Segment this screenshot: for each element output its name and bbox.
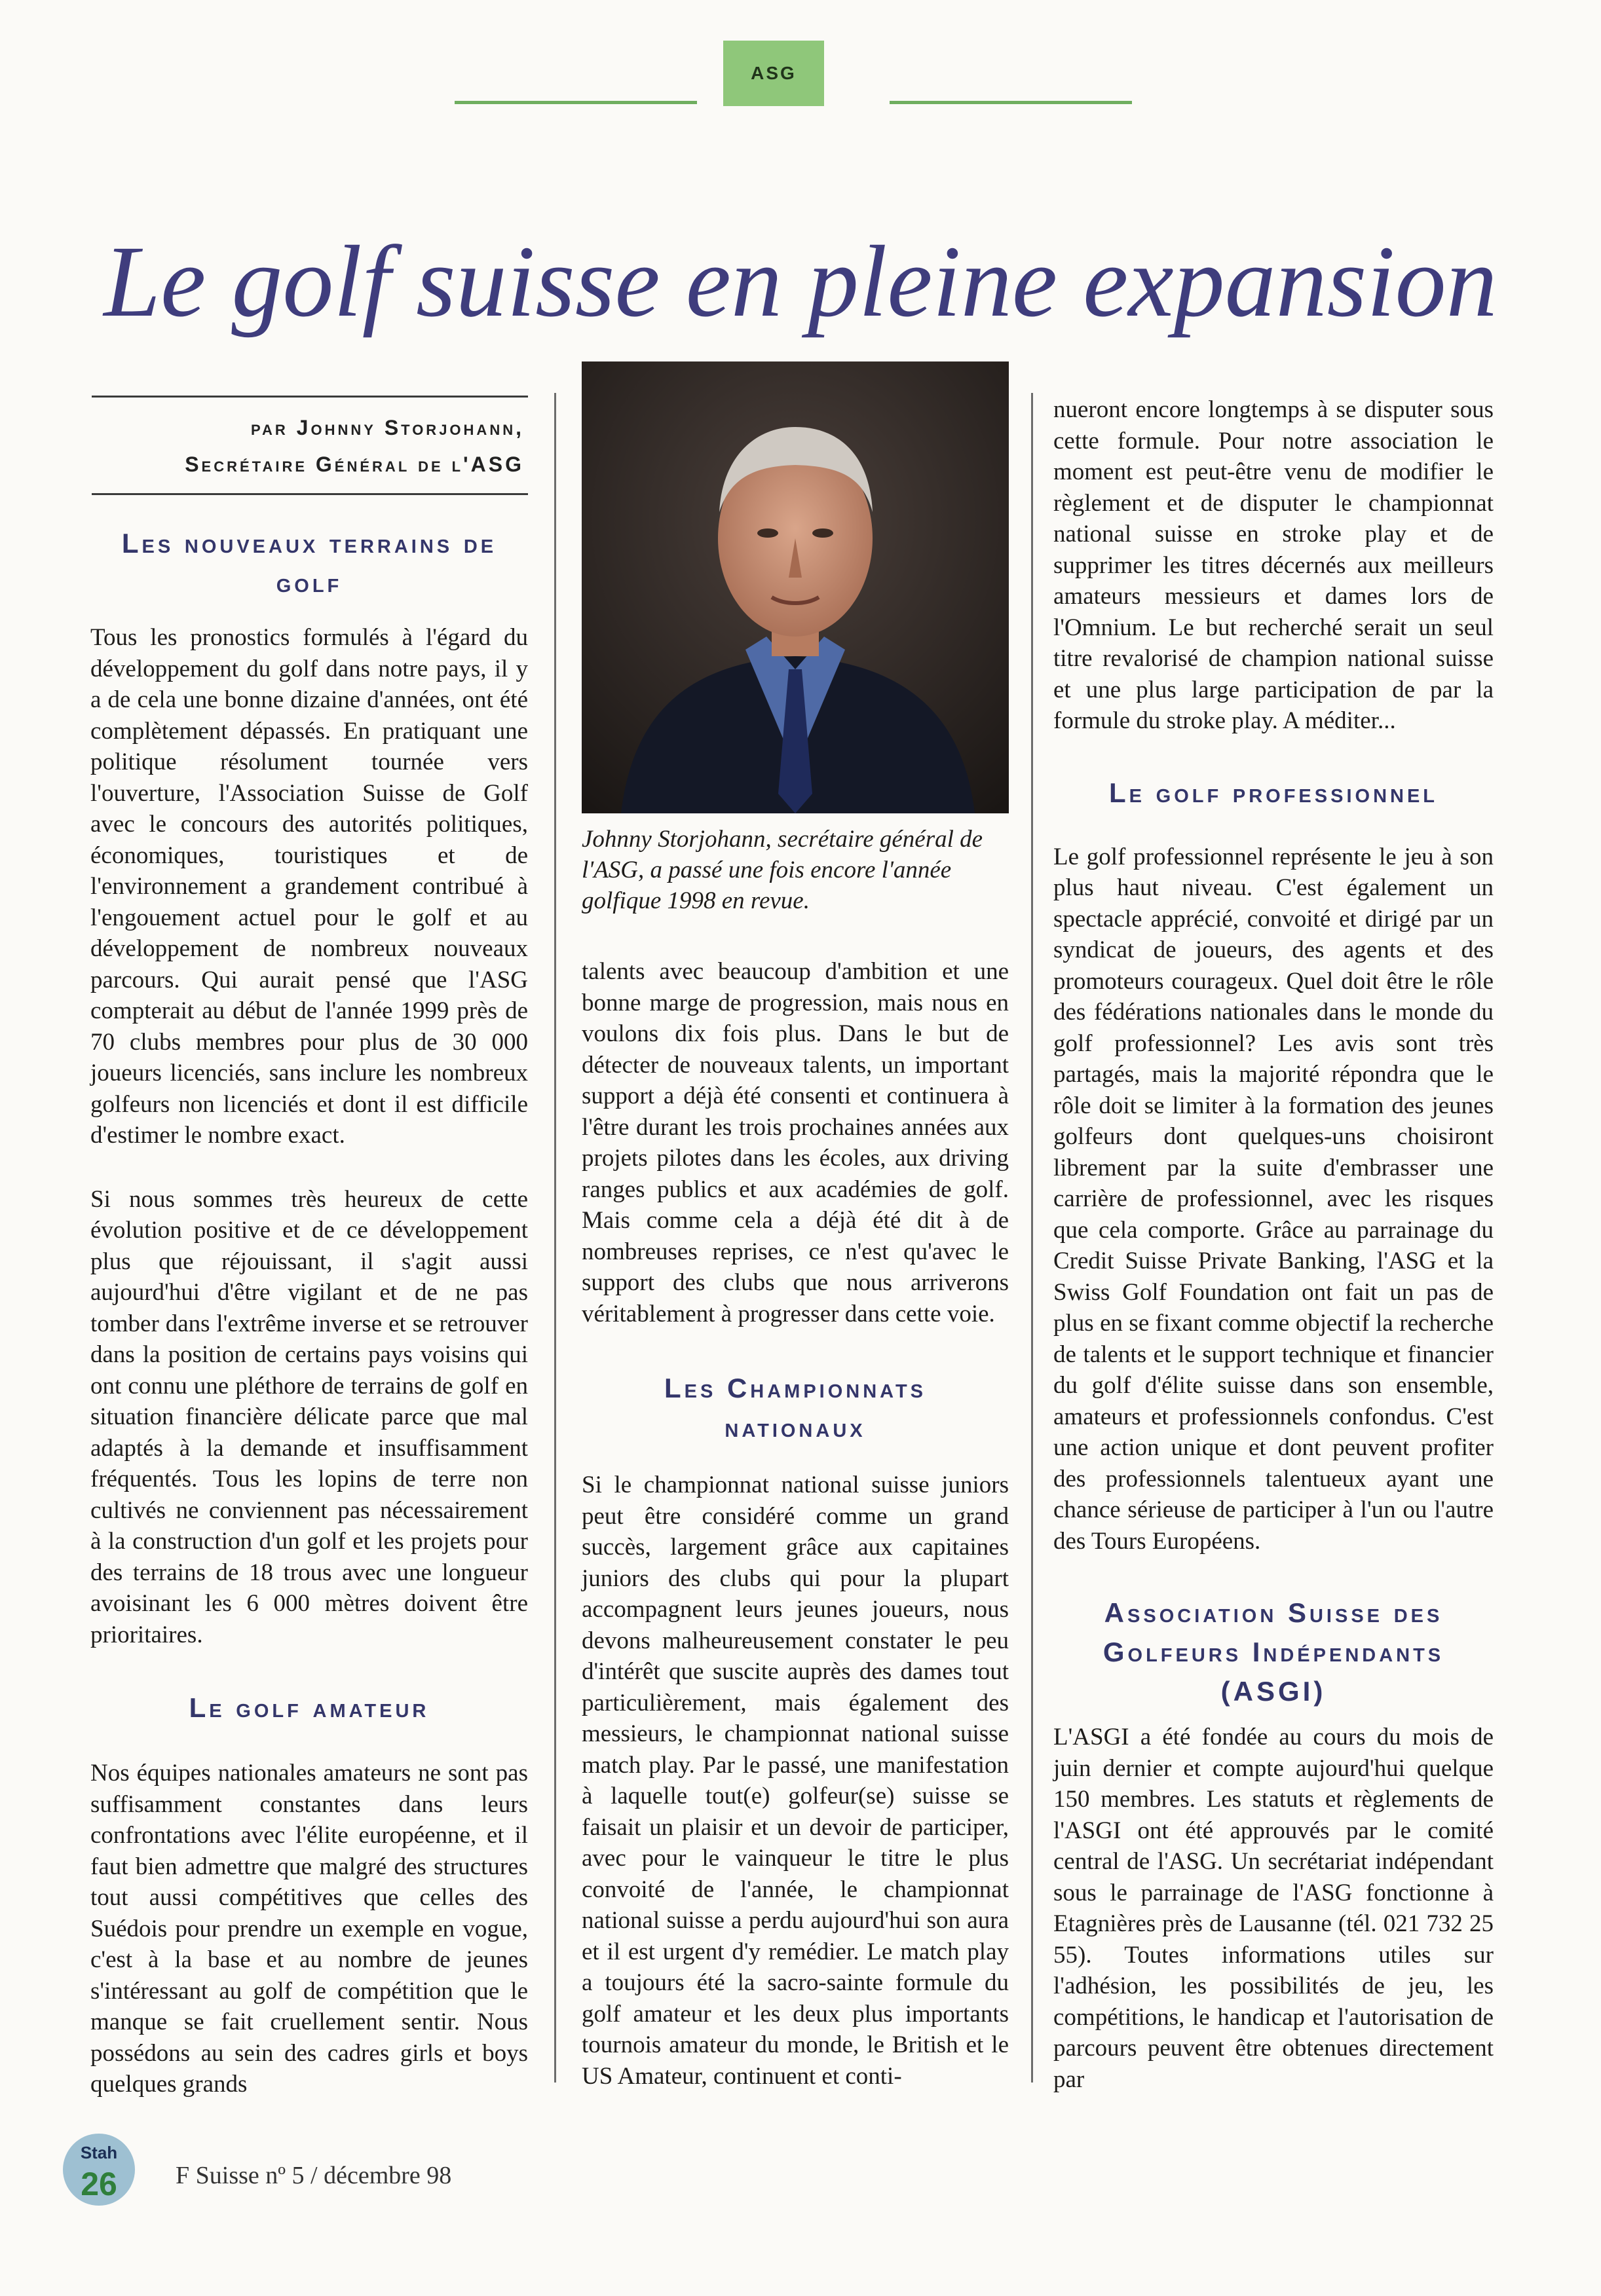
photo-caption: Johnny Storjohann, secrétaire général de l'ASG, a passé une fois encore l'année golfique 1998 en revue. xyxy=(582,826,983,914)
paragraph-vigilance: Si nous sommes très heureux de cette évolution positive et de ce développement plus que réjouissant, il s'agit aussi aujourd'hui d'être vigilant et de ne pas tomber dans l'extrême inverse et se retrouver dans la position de certains pays voisins qui ont connu une pléthore de terrains de golf en situation financière délicate parce que mal adaptés à la demande et insuffisamment fréquentés. Tous les lopins de terre non cultivés ne conviennent pas nécessairement à la construction d'un golf et les projets pour des terrains de 18 trous avec une longueur avoisinant les 6 000 mètres doivent être prioritaires. xyxy=(90,1185,528,1648)
article-title: Le golf suisse en pleine expansion xyxy=(104,225,1497,338)
magazine-logo xyxy=(63,2134,135,2206)
header-rule-left xyxy=(455,101,697,104)
logo-brand: Stah xyxy=(80,2143,118,2162)
heading-asgi: Association Suisse des Golfeurs Indépendants (ASGI) xyxy=(1102,1597,1444,1707)
byline-author: par Johnny Storjohann, xyxy=(250,416,524,439)
column-2 xyxy=(582,956,1009,2092)
column-1 xyxy=(90,524,528,2100)
column-rule-2 xyxy=(1031,393,1033,2083)
byline xyxy=(92,396,528,495)
paragraph-talents: talents avec beaucoup d'ambition et une bonne marge de progression, mais nous en voulons dix fois plus. Dans le but de détecter de nouveaux talents, un important support a déjà été consenti et continuera à l'être durant les trois prochaines années aux projets pilotes dans les écoles, aux driving ranges publics et aux académies de golf. Mais comme cela a déjà été dit à de nombreuses reprises, ce n'est qu'avec le support des clubs que nous arriverons véritablement à progresser dans cette voie. xyxy=(582,958,1009,1327)
paragraph-stroke-play: nueront encore longtemps à se disputer sous cette formule. Pour notre association le moment est peut-être venu de modifier le règlement et de disputer le championnat national suisse en stroke play et de supprimer les titres décernés aux meilleurs amateurs messieurs et dames lors de l'Omnium. Le but recherché serait un seul titre revalorisé de champion national suisse et une plus large participation de par la formule du stroke play. A méditer... xyxy=(1053,396,1494,734)
heading-golf-amateur: Le golf amateur xyxy=(189,1692,430,1723)
heading-championnats: Les Championnats nationaux xyxy=(664,1373,927,1443)
column-rule-1 xyxy=(554,393,556,2083)
paragraph-asgi: L'ASGI a été fondée au cours du mois de juin dernier et compte aujourd'hui quelque 150 membres. Les statuts et règlements de l'ASGI ont été approuvés par le comité central de l'ASG. Un secrétariat indépendant sous le parrainage de l'ASG fonctionne à Etagnières près de Lausanne (tél. 021 732 25 55). Toutes informations utiles sur l'adhésion, les possibilités de jeu, les compétitions, le handicap et l'autorisation de parcours peuvent être obtenues directement par xyxy=(1053,1724,1494,2093)
paragraph-championnats: Si le championnat national suisse juniors peut être considéré comme un grand succès, largement grâce aux capitaines juniors des clubs qui pour la plupart accompagnent leurs jeunes joueurs, nous devons malheureusement constater le peu d'intérêt que suscite auprès des dames tout particulièrement, mais également des messieurs, le championnat national suisse match play. Par le passé, une manifestation à laquelle tout(e) golfeur(se) suisse se faisait un plaisir et un devoir de participer, avec pour le vainqueur le titre le plus convoité de l'année, le championnat national suisse a perdu aujourd'hui son aura et il est urgent d'y remédier. Le match play a toujours été la sacro-sainte formule du golf amateur et les deux plus importants tournois amateur du monde, le British et le US Amateur, continuent et conti- xyxy=(582,1472,1009,2090)
paragraph-golf-amateur: Nos équipes nationales amateurs ne sont pas suffisamment constantes dans leurs confrontations avec l'élite européenne, et il faut bien admettre que malgré des structures tout aussi compétitives que celles des Suédois pour prendre un exemple en vogue, c'est à la base et au nombre de jeunes s'intéressant au golf de compétition que le manque se fait cruellement sentir. Nous possédons au sein des cadres girls et boys quelques grands xyxy=(90,1760,528,2098)
issue-footer: F Suisse nº 5 / décembre 98 xyxy=(176,2162,452,2189)
column-3 xyxy=(1053,394,1494,2095)
page-number: 26 xyxy=(81,2166,117,2202)
portrait-illustration xyxy=(582,361,1009,813)
byline-role: Secrétaire Général de l'ASG xyxy=(185,453,524,476)
header-rule-right xyxy=(890,101,1132,104)
section-tag: ASG xyxy=(723,41,824,106)
portrait-photo xyxy=(582,361,1009,813)
heading-nouveaux-terrains: Les nouveaux terrains de golf xyxy=(121,528,497,598)
heading-golf-professionnel: Le golf professionnel xyxy=(1108,777,1439,808)
paragraph-nouveaux-terrains: Tous les pronostics formulés à l'égard du développement du golf dans notre pays, il y a de cela une bonne dizaine d'années, ont été complètement dépassés. En pratiquant une politique résolument tournée vers l'ouverture, l'Association Suisse de Golf avec le concours des autorités politiques, économiques, touristiques et de l'environnement a grandement contribué à l'engouement actuel pour le golf et au développement de nombreux nouveaux parcours. Qui aurait pensé que l'ASG compterait au début de l'année 1999 près de 70 clubs membres pour plus de 30 000 joueurs licenciés, sans inclure les nombreux golfeurs non licenciés et dont il est difficile d'estimer le nombre exact. xyxy=(90,624,528,1149)
paragraph-golf-professionnel: Le golf professionnel représente le jeu à son plus haut niveau. C'est également un spectacle apprécié, convoité et dirigé par un syndicat de joueurs, des agents et des promoteurs courageux. Quel doit être le rôle des fédérations nationales dans le monde du golf professionnel? Les avis sont très partagés, mais la majorité répondra que le rôle doit se limiter à la formation des jeunes golfeurs dont quelques-uns choisiront librement par la suite d'embrasser une carrière de professionnel, avec les risques que cela comporte. Grâce au parrainage du Credit Suisse Private Banking, l'ASG et la Swiss Golf Foundation ont fait un pas de plus en se fixant comme objectif la recherche de talents et le support technique et financier du golf d'élite suisse dans son ensemble, amateurs et professionnels confondus. C'est une action unique et dont peuvent profiter des professionnels talentueux ayant une chance sérieuse de participer à l'un ou l'autre des Tours Européens. xyxy=(1053,843,1494,1555)
